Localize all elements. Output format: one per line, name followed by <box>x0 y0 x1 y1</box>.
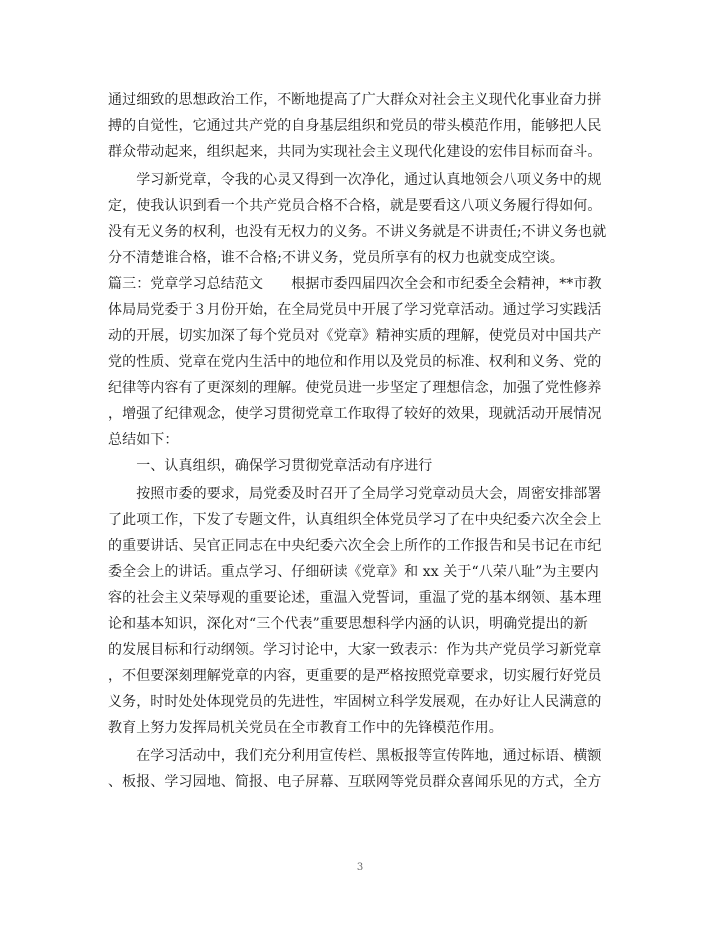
text-line: 党的性质、党章在党内生活中的地位和作用以及党员的标准、权利和义务、党的 <box>108 354 602 370</box>
text-line: 定，使我认识到看一个共产党员合格不合格，就是要看这八项义务履行得如何。 <box>108 198 602 214</box>
text-line: ，不但要深刻理解党章的内容，更重要的是严格按照党章要求，切实履行好党员 <box>108 668 602 684</box>
text-line: 、板报、学习园地、简报、电子屏幕、互联网等党员群众喜闻乐见的方式，全方 <box>108 774 602 790</box>
section-heading-line: 篇三：党章学习总结范文 根据市委四届四次全会和市纪委全会精神，**市教 <box>108 276 602 292</box>
text-line: 体局局党委于３月份开始，在全局党员中开展了学习党章活动。通过学习实践活 <box>108 302 602 318</box>
text-line: 动的开展，切实加深了每个党员对《党章》精神实质的理解，使党员对中国共产 <box>108 328 602 344</box>
text-line: 总结如下： <box>108 432 179 448</box>
text-line: 容的社会主义荣辱观的重要论述，重温入党誓词，重温了党的基本纲领、基本理 <box>108 590 602 606</box>
subheading-line: 一、认真组织，确保学习贯彻党章活动有序进行 <box>108 458 433 474</box>
text-line: 的发展目标和行动纲领。学习讨论中，大家一致表示：作为共产党员学习新党章 <box>108 642 602 658</box>
page-number: 3 <box>356 862 364 873</box>
text-line: 论和基本知识，深化对“三个代表”重要思想科学内涵的认识，明确党提出的新 <box>108 616 588 632</box>
text-line: 没有无义务的权利，也没有无权力的义务。不讲义务就是不讲责任;不讲义务也就 <box>108 224 607 240</box>
text-line: 按照市委的要求，局党委及时召开了全局学习党章动员大会，周密安排部署 <box>108 486 602 502</box>
text-line: 搏的自觉性，它通过共产党的自身基层组织和党员的带头模范作用，能够把人民 <box>108 118 602 134</box>
text-line: 分不清楚谁合格，谁不合格;不讲义务，党员所享有的权力也就变成空谈。 <box>108 250 565 266</box>
text-line: 纪律等内容有了更深刻的理解。使党员进一步坚定了理想信念，加强了党性修养 <box>108 380 602 396</box>
text-line: 群众带动起来，组织起来，共同为实现社会主义现代化建设的宏伟目标而奋斗。 <box>108 144 602 160</box>
text-line: 教育上努力发挥局机关党员在全市教育工作中的先锋模范作用。 <box>108 720 503 736</box>
text-line: 了此项工作，下发了专题文件，认真组织全体党员学习了在中央纪委六次全会上 <box>108 512 602 528</box>
text-line: ，增强了纪律观念，使学习贯彻党章工作取得了较好的效果，现就活动开展情况 <box>108 406 602 422</box>
text-line: 的重要讲话、吴官正同志在中央纪委六次全会上所作的工作报告和吴书记在市纪 <box>108 538 602 554</box>
text-line: 在学习活动中，我们充分利用宣传栏、黑板报等宣传阵地，通过标语、横额 <box>108 748 602 764</box>
text-line: 学习新党章，令我的心灵又得到一次净化，通过认真地领会八项义务中的规 <box>108 172 602 188</box>
text-line: 委全会上的讲话。重点学习、仔细研读《党章》和 xx 关于“八荣八耻”为主要内 <box>108 564 599 580</box>
text-line: 通过细致的思想政治工作，不断地提高了广大群众对社会主义现代化事业奋力拼 <box>108 92 602 108</box>
text-line: 义务，时时处处体现党员的先进性，牢固树立科学发展观，在办好让人民满意的 <box>108 694 602 710</box>
